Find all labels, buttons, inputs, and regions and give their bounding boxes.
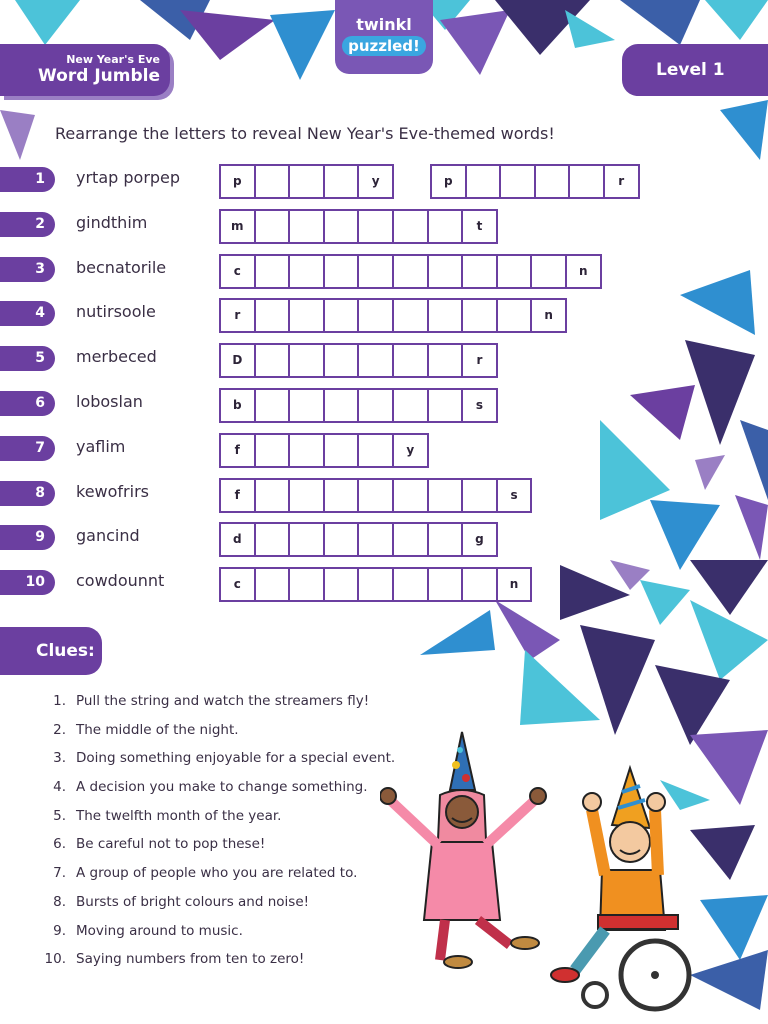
letter-box[interactable] (254, 433, 291, 468)
letter-box[interactable]: r (603, 164, 640, 199)
letter-box[interactable] (568, 164, 605, 199)
letter-box[interactable] (357, 209, 394, 244)
clue-number: 2. (53, 721, 66, 738)
letter-box[interactable] (288, 567, 325, 602)
letter-box[interactable]: p (219, 164, 256, 199)
letter-box[interactable] (357, 298, 394, 333)
clue-text: Saying numbers from ten to zero! (76, 951, 305, 968)
letter-box[interactable] (392, 209, 429, 244)
puzzle-number: 4 (0, 301, 55, 326)
puzzle-number: 1 (0, 167, 55, 192)
letter-box[interactable] (288, 209, 325, 244)
letter-box[interactable] (357, 567, 394, 602)
answer-word-boxes (219, 209, 496, 244)
letter-box[interactable] (288, 298, 325, 333)
clue-item (42, 951, 395, 980)
letter-box[interactable] (323, 567, 360, 602)
letter-box[interactable] (357, 254, 394, 289)
letter-box[interactable] (534, 164, 571, 199)
letter-box[interactable] (254, 209, 291, 244)
letter-box[interactable] (465, 164, 502, 199)
letter-box[interactable] (323, 388, 360, 423)
jumbled-word: merbeced (76, 347, 157, 367)
letter-box[interactable] (288, 433, 325, 468)
jumbled-word: loboslan (76, 392, 143, 411)
letter-box[interactable] (461, 567, 498, 602)
clue-item (42, 923, 395, 952)
letter-box[interactable] (323, 478, 360, 513)
letter-box[interactable] (427, 522, 464, 557)
letter-box[interactable] (427, 567, 464, 602)
letter-box[interactable] (461, 298, 498, 333)
letter-box[interactable] (496, 298, 533, 333)
letter-box[interactable] (392, 478, 429, 513)
letter-box[interactable] (427, 298, 464, 333)
page-title: Word Jumble (38, 66, 160, 86)
answer-word-boxes (219, 478, 530, 513)
answer-word-boxes (219, 164, 392, 199)
letter-box[interactable] (254, 343, 291, 378)
jumbled-word: yrtap porpep (76, 168, 181, 187)
letter-box[interactable] (288, 478, 325, 513)
clue-number: 7. (53, 865, 66, 882)
letter-box[interactable] (357, 343, 394, 378)
letter-box[interactable] (357, 388, 394, 423)
clue-item (42, 722, 395, 751)
letter-box[interactable]: y (357, 164, 394, 199)
clue-text: The twelfth month of the year. (76, 807, 282, 824)
answer-word-boxes (219, 298, 565, 333)
jumbled-word: cowdounnt (76, 571, 165, 591)
letter-box[interactable] (461, 478, 498, 513)
clue-number: 9. (53, 922, 66, 939)
clue-text: A decision you make to change something. (76, 779, 368, 796)
jumbled-word: becnatorile (76, 257, 167, 277)
letter-box[interactable] (288, 388, 325, 423)
answer-word-boxes (219, 343, 496, 378)
clue-item (42, 779, 395, 808)
letter-box[interactable] (427, 388, 464, 423)
letter-box[interactable] (323, 298, 360, 333)
letter-box[interactable] (392, 388, 429, 423)
clue-number: 10. (44, 951, 66, 968)
clue-text: Pull the string and watch the streamers fly! (76, 693, 370, 709)
jumbled-word: nutirsoole (76, 302, 156, 322)
letter-box[interactable]: y (392, 433, 429, 468)
letter-box[interactable]: c (219, 567, 256, 602)
logo-top-text: twinkl (356, 15, 412, 34)
letter-box[interactable] (323, 343, 360, 378)
puzzle-number: 9 (0, 525, 55, 550)
letter-box[interactable] (392, 567, 429, 602)
answer-word-boxes (430, 164, 638, 199)
letter-box[interactable] (530, 254, 567, 289)
letter-box[interactable] (323, 433, 360, 468)
clue-text: Doing something enjoyable for a special event. (76, 750, 396, 767)
letter-box[interactable] (323, 209, 360, 244)
letter-box[interactable] (357, 433, 394, 468)
letter-box[interactable]: m (219, 209, 256, 244)
letter-box[interactable]: d (219, 522, 256, 557)
jumbled-word: yaflim (76, 436, 126, 456)
clue-item (42, 808, 395, 837)
letter-box[interactable] (254, 522, 291, 557)
letter-box[interactable]: n (530, 298, 567, 333)
instructions: Rearrange the letters to reveal New Year's Eve-themed words! (55, 124, 555, 143)
letter-box[interactable] (288, 164, 325, 199)
clue-number: 1. (53, 693, 66, 709)
letter-box[interactable]: b (219, 388, 256, 423)
puzzle-number: 10 (0, 570, 55, 595)
letter-box[interactable] (392, 298, 429, 333)
letter-box[interactable] (461, 254, 498, 289)
letter-box[interactable] (427, 343, 464, 378)
title-subtitle: New Year's Eve (66, 53, 160, 66)
title-banner (0, 44, 170, 96)
letter-box[interactable] (254, 388, 291, 423)
letter-box[interactable] (427, 254, 464, 289)
clue-item (42, 894, 395, 923)
jumbled-word: gindthim (76, 212, 148, 232)
letter-box[interactable] (254, 478, 291, 513)
letter-box[interactable] (392, 254, 429, 289)
letter-box[interactable] (496, 254, 533, 289)
letter-box[interactable]: s (461, 388, 498, 423)
letter-box[interactable]: r (219, 298, 256, 333)
letter-box[interactable] (254, 298, 291, 333)
letter-box[interactable]: s (496, 478, 533, 513)
logo-bottom-text: puzzled! (342, 36, 426, 56)
letter-box[interactable]: r (461, 343, 498, 378)
letter-box[interactable] (323, 164, 360, 199)
letter-box[interactable]: p (430, 164, 467, 199)
clue-text: The middle of the night. (76, 721, 239, 738)
clue-number: 4. (53, 779, 66, 796)
clues-heading: Clues: (0, 627, 102, 675)
answer-word-boxes (219, 433, 427, 468)
puzzle-number: 5 (0, 346, 55, 371)
letter-box[interactable] (427, 478, 464, 513)
clue-list (42, 693, 395, 980)
puzzle-number: 3 (0, 257, 55, 282)
letter-box[interactable]: f (219, 433, 256, 468)
letter-box[interactable]: c (219, 254, 256, 289)
clue-number: 8. (53, 893, 66, 910)
puzzle-number: 7 (0, 436, 55, 461)
letter-box[interactable] (288, 522, 325, 557)
clue-number: 5. (53, 807, 66, 824)
letter-box[interactable] (427, 209, 464, 244)
letter-box[interactable]: t (461, 209, 498, 244)
letter-box[interactable] (392, 522, 429, 557)
letter-box[interactable] (323, 254, 360, 289)
jumbled-word: kewofrirs (76, 481, 149, 501)
puzzle-number: 6 (0, 391, 55, 416)
letter-box[interactable] (392, 343, 429, 378)
clue-item (42, 836, 395, 865)
letter-box[interactable] (499, 164, 536, 199)
answer-word-boxes (219, 522, 496, 557)
letter-box[interactable]: n (496, 567, 533, 602)
letter-box[interactable] (357, 478, 394, 513)
clue-text: Be careful not to pop these! (76, 836, 266, 853)
letter-box[interactable] (254, 254, 291, 289)
letter-box[interactable]: D (219, 343, 256, 378)
clue-text: A group of people who you are related to. (76, 865, 358, 882)
twinkl-puzzled-logo (335, 0, 433, 74)
celebrating-children-illustration (380, 730, 700, 1020)
puzzle-number: 8 (0, 481, 55, 506)
letter-box[interactable] (323, 522, 360, 557)
level-badge: Level 1 (622, 44, 768, 96)
clue-number: 3. (53, 750, 66, 767)
letter-box[interactable] (288, 343, 325, 378)
clue-item (42, 865, 395, 894)
clue-item (42, 693, 395, 722)
answer-word-boxes (219, 567, 530, 602)
letter-box[interactable]: n (565, 254, 602, 289)
letter-box[interactable] (357, 522, 394, 557)
answer-word-boxes (219, 388, 496, 423)
letter-box[interactable] (288, 254, 325, 289)
clue-number: 6. (53, 836, 66, 853)
letter-box[interactable]: g (461, 522, 498, 557)
answer-word-boxes (219, 254, 600, 289)
clue-text: Bursts of bright colours and noise! (76, 893, 310, 910)
clue-text: Moving around to music. (76, 922, 243, 939)
letter-box[interactable] (254, 164, 291, 199)
letter-box[interactable]: f (219, 478, 256, 513)
puzzle-number: 2 (0, 212, 55, 237)
jumbled-word: gancind (76, 526, 140, 546)
letter-box[interactable] (254, 567, 291, 602)
clue-item (42, 750, 395, 779)
